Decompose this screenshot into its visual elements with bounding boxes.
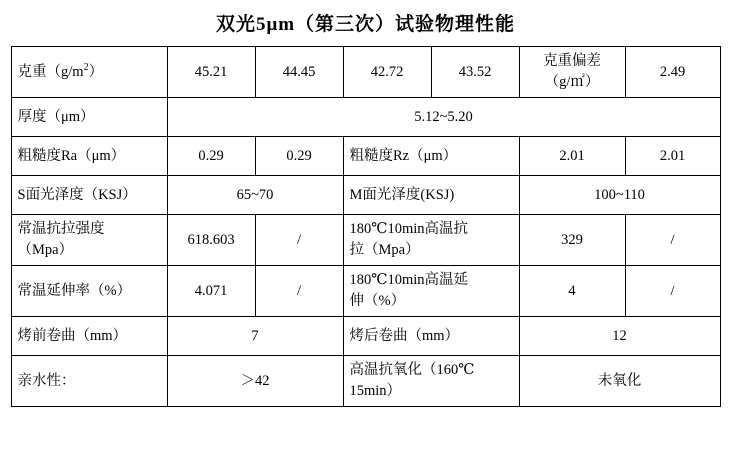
row-label-gloss-s: S面光泽度（KSJ） [11,176,167,215]
tensile-hot-label-line2: 拉（Mpa） [349,242,420,259]
tensile-normal-label-line2: （Mpa） [17,242,74,259]
roughness-ra-value-2: 0.29 [255,137,343,176]
row-label-curl-after: 烤后卷曲（mm） [343,317,519,356]
roughness-rz-value-1: 2.01 [519,137,625,176]
roughness-rz-value-2: 2.01 [625,137,720,176]
elongation-hot-label-line1: 180℃10min高温延 [349,272,469,289]
oxidation-label-line2: 15min） [349,383,402,400]
row-label-roughness-ra: 粗糙度Ra（μm） [11,137,167,176]
tensile-normal-label-line1: 常温抗拉强度 [17,221,105,238]
row-label-weight: 克重$(g/m^2)$ [11,47,167,98]
row-label-tensile-normal [11,215,167,266]
elongation-hot-value-a: 4 [519,266,625,317]
table-row [11,98,720,137]
row-label-thickness: 厚度（μm） [11,98,167,137]
elongation-normal-value-a: 4.071 [167,266,255,317]
tensile-hot-label-line1: 180℃10min高温抗 [349,221,469,238]
row-label-curl-before: 烤前卷曲（mm） [11,317,167,356]
weight-deviation-label-line1: 克重偏差 [543,53,601,69]
row-label-oxidation-resistance [343,356,519,407]
weight-value-2: 44.45 [255,47,343,98]
row-label-roughness-rz: 粗糙度Rz（μm） [343,137,519,176]
table-row [11,356,720,407]
tensile-normal-value-b: / [255,215,343,266]
table-row [11,317,720,356]
row-label-elongation-hot [343,266,519,317]
row-label-tensile-hot [343,215,519,266]
table-row [11,266,720,317]
table-row [11,215,720,266]
gloss-m-value: 100~110 [519,176,720,215]
weight-value-3: 42.72 [343,47,431,98]
thickness-value: 5.12~5.20 [167,98,720,137]
row-label-elongation-normal: 常温延伸率（%） [11,266,167,317]
tensile-normal-value-a: 618.603 [167,215,255,266]
curl-after-value: 12 [519,317,720,356]
hydrophilicity-value: ＞42 [167,356,343,407]
tensile-hot-value-b: / [625,215,720,266]
gloss-s-value: 65~70 [167,176,343,215]
elongation-normal-value-b: / [255,266,343,317]
curl-before-value: 7 [167,317,343,356]
table-row [11,176,720,215]
oxidation-value: 未氧化 [519,356,720,407]
roughness-ra-value-1: 0.29 [167,137,255,176]
weight-value-1: 45.21 [167,47,255,98]
weight-deviation-label-line2: （g/㎡） [544,74,600,91]
table-row [11,137,720,176]
elongation-hot-value-b: / [625,266,720,317]
row-label-weight-deviation [519,47,625,98]
weight-deviation-value: 2.49 [625,47,720,98]
elongation-hot-label-line2: 伸（%） [349,293,406,310]
oxidation-label-line1: 高温抗氧化（160℃ [349,362,475,379]
superscript-2: 2 [83,61,89,73]
page-title: 双光5μm（第三次）试验物理性能 [215,14,516,35]
table-row [11,47,720,98]
row-label-gloss-m: M面光泽度(KSJ) [343,176,519,215]
tensile-hot-value-a: 329 [519,215,625,266]
weight-value-4: 43.52 [431,47,519,98]
physical-properties-table [11,46,721,407]
row-label-hydrophilicity: 亲水性： [11,356,167,407]
